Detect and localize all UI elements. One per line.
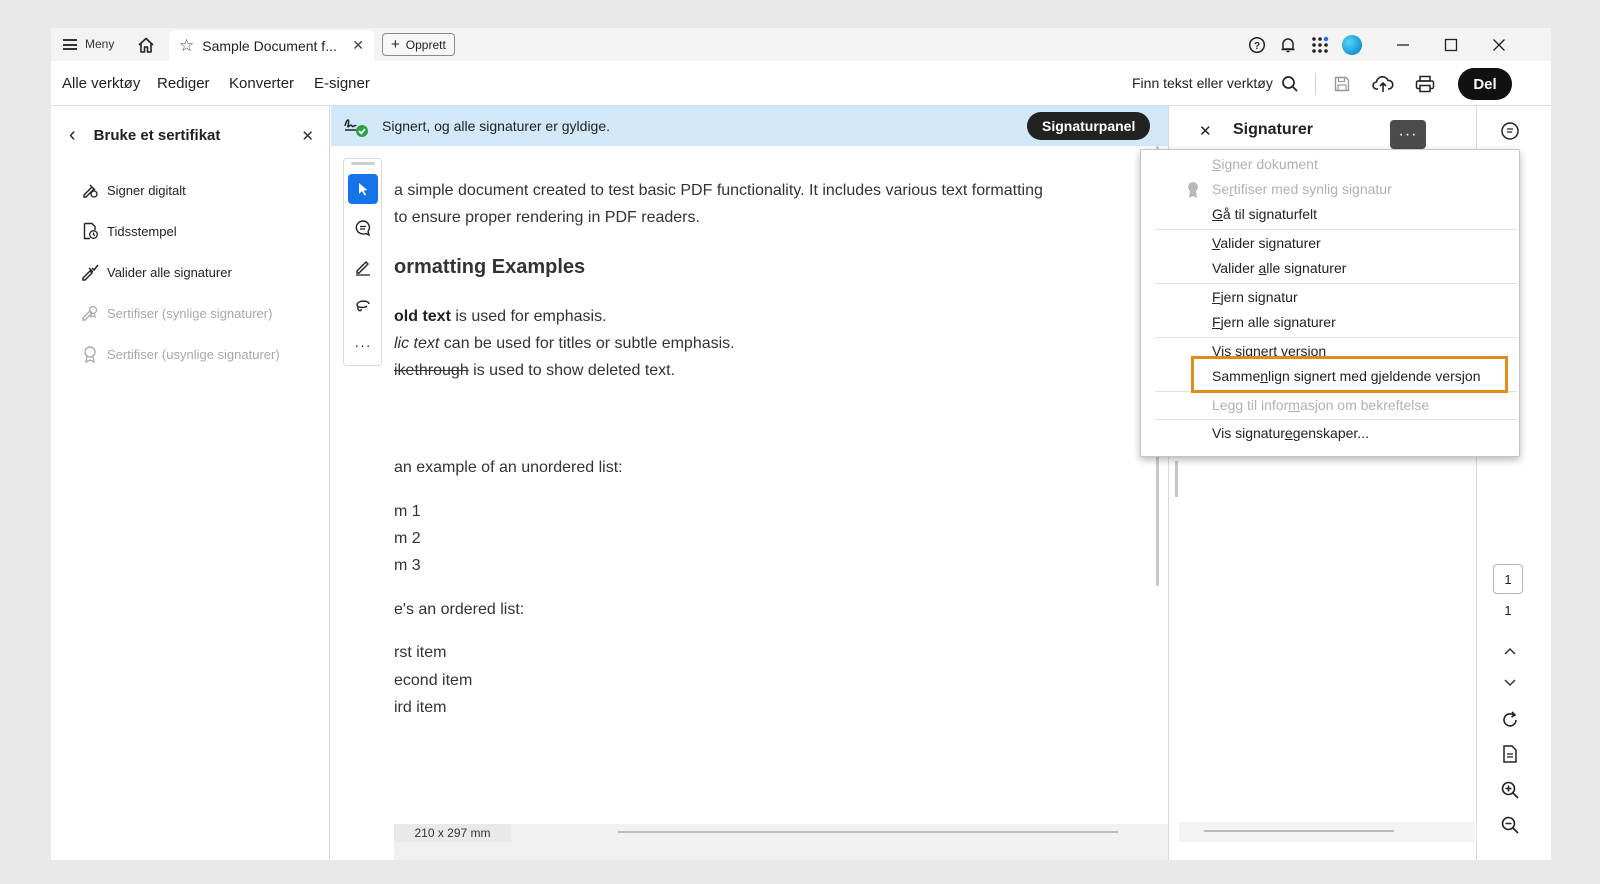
pdf-page xyxy=(394,146,1168,846)
fit-page-icon[interactable] xyxy=(1499,743,1521,765)
close-panel-icon[interactable]: ✕ xyxy=(301,127,314,145)
nav-edit[interactable]: Rediger xyxy=(157,75,210,92)
doc-line-strike xyxy=(394,362,675,380)
menu-item-go-to-signature-field[interactable]: Gå til signaturfelt xyxy=(1212,206,1318,222)
list-item: m 2 xyxy=(394,530,421,547)
ellipsis-icon: ··· xyxy=(354,337,372,353)
doc-line-bold xyxy=(394,308,607,326)
list-item: econd item xyxy=(394,672,473,689)
drag-handle[interactable] xyxy=(351,162,375,165)
list-item: rst item xyxy=(394,644,447,661)
find-label[interactable]: Finn tekst eller verktøy xyxy=(1132,75,1273,91)
search-icon[interactable] xyxy=(1278,72,1302,96)
menu-item-view-signed-version[interactable]: Vis signert versjon xyxy=(1212,343,1327,359)
doc-line: a simple document created to test basic PDF functionality. It includes various text formatting xyxy=(394,182,1043,199)
timestamp-label: Tidsstempel xyxy=(107,223,177,239)
page-size-label: 210 x 297 mm xyxy=(394,824,511,842)
plus-icon: + xyxy=(391,36,400,53)
signature-options-menu xyxy=(1140,149,1520,457)
doc-line: to ensure proper rendering in PDF readers. xyxy=(394,209,700,226)
sign-digitally-item[interactable] xyxy=(81,181,186,199)
doc-line: e's an ordered list: xyxy=(394,601,525,618)
nav-convert[interactable]: Konverter xyxy=(229,75,295,92)
bold-rest: is used for emphasis. xyxy=(450,308,607,325)
help-icon[interactable] xyxy=(1247,35,1267,55)
certify-invisible-label: Sertifiser (usynlige signaturer) xyxy=(107,346,280,362)
validate-icon xyxy=(81,263,99,281)
timestamp-icon xyxy=(81,222,99,240)
validate-all-item[interactable] xyxy=(81,263,232,281)
maximize-icon[interactable] xyxy=(1438,32,1464,58)
document-area xyxy=(331,106,1168,860)
save-icon[interactable] xyxy=(1330,72,1354,96)
minimize-icon[interactable] xyxy=(1390,32,1416,58)
toolbar-divider xyxy=(1315,73,1316,95)
close-signatures-icon[interactable]: ✕ xyxy=(1199,123,1212,140)
select-tool-button[interactable] xyxy=(348,174,378,204)
italic-rest: can be used for titles or subtle emphasis. xyxy=(439,335,735,352)
doc-heading: ormatting Examples xyxy=(394,256,586,278)
star-icon[interactable]: ☆ xyxy=(179,36,195,55)
menu-item-add-verification-info: Legg til informasjon om bekreftelse xyxy=(1212,397,1430,413)
pen-icon xyxy=(354,258,372,276)
signatures-title: Signaturer xyxy=(1233,121,1314,138)
nav-all-tools[interactable]: Alle verktøy xyxy=(62,75,141,92)
page-down-icon[interactable] xyxy=(1499,672,1521,694)
signatures-hscroll[interactable] xyxy=(1204,830,1394,832)
sign-digitally-label: Signer digitalt xyxy=(107,182,186,198)
draw-tool-button[interactable] xyxy=(348,252,378,282)
lasso-icon xyxy=(354,297,372,315)
sign-digital-icon xyxy=(81,181,99,199)
close-window-icon[interactable] xyxy=(1486,32,1512,58)
apps-grid-icon[interactable] xyxy=(1310,35,1330,55)
tab-label: Sample Document f... xyxy=(202,37,337,54)
menu-item-signature-properties[interactable]: Vis signaturegenskaper... xyxy=(1212,425,1369,441)
total-pages: 1 xyxy=(1504,603,1512,618)
signature-valid-icon xyxy=(343,114,369,138)
certify-visible-item xyxy=(81,304,272,322)
menu-item-sign-document: Signer dokument xyxy=(1212,156,1318,172)
signature-banner xyxy=(331,106,1168,146)
home-icon[interactable] xyxy=(137,36,155,54)
strike-rest: is used to show deleted text. xyxy=(468,362,676,379)
comment-icon xyxy=(354,219,372,237)
signatures-header xyxy=(1169,106,1479,150)
validate-all-label: Valider alle signaturer xyxy=(107,264,232,280)
banner-text: Signert, og alle signaturer er gyldige. xyxy=(382,118,611,134)
user-avatar[interactable] xyxy=(1342,35,1362,55)
strike-text: ikethrough xyxy=(394,362,469,379)
highlight-box xyxy=(1191,356,1508,393)
lasso-tool-button[interactable] xyxy=(348,291,378,321)
certify-visible-label: Sertifiser (synlige signaturer) xyxy=(107,305,273,321)
menu-divider xyxy=(1155,419,1517,420)
cloud-upload-icon[interactable] xyxy=(1371,72,1395,96)
create-button[interactable] xyxy=(382,33,455,56)
zoom-out-icon[interactable] xyxy=(1499,814,1521,836)
certify-visible-icon xyxy=(81,304,99,322)
ellipsis-icon: ··· xyxy=(1398,125,1418,143)
current-page-input[interactable]: 1 xyxy=(1493,564,1523,594)
menu-item-remove-signature[interactable]: Fjern signatur xyxy=(1212,289,1298,305)
title-bar xyxy=(51,28,1551,61)
signatures-scrollbar[interactable] xyxy=(1175,461,1178,497)
menu-item-certify-visible: Sertifiser med synlig signatur xyxy=(1212,181,1392,197)
document-tab[interactable] xyxy=(169,30,374,61)
menu-item-validate-all-signatures[interactable]: Valider alle signaturer xyxy=(1212,260,1347,276)
create-label: Opprett xyxy=(405,37,446,52)
list-item: m 3 xyxy=(394,557,421,574)
cursor-icon xyxy=(355,181,371,197)
doc-line-italic xyxy=(394,335,735,353)
rotate-icon[interactable] xyxy=(1499,709,1521,731)
nav-esign[interactable]: E-signer xyxy=(314,75,370,92)
signatures-bottom-strip xyxy=(1179,822,1475,842)
close-tab-icon[interactable]: ✕ xyxy=(352,37,364,53)
comment-tool-button[interactable] xyxy=(348,213,378,243)
list-item: ird item xyxy=(394,699,447,716)
certificate-panel xyxy=(51,106,330,860)
more-tools-button[interactable] xyxy=(348,330,378,360)
list-item: m 1 xyxy=(394,503,421,520)
menu-button[interactable] xyxy=(63,37,114,51)
zoom-in-icon[interactable] xyxy=(1499,779,1521,801)
certify-invisible-icon xyxy=(81,345,99,363)
menu-item-validate-signatures[interactable]: Valider signaturer xyxy=(1212,235,1321,251)
hamburger-icon xyxy=(63,39,77,50)
menu-label: Meny xyxy=(85,37,115,51)
signature-panel-button[interactable]: Signaturpanel xyxy=(1027,112,1150,140)
certify-invisible-item xyxy=(81,345,280,363)
print-icon[interactable] xyxy=(1413,72,1437,96)
doc-line: an example of an unordered list: xyxy=(394,459,623,476)
share-button[interactable]: Del xyxy=(1458,68,1512,100)
back-arrow-icon[interactable]: ‹ xyxy=(69,124,76,146)
timestamp-item[interactable] xyxy=(81,222,177,240)
menu-divider xyxy=(1155,229,1517,230)
horizontal-scrollbar[interactable] xyxy=(618,831,1118,833)
page-up-icon[interactable] xyxy=(1499,640,1521,662)
quick-tools-bar xyxy=(343,158,382,366)
menu-item-remove-all-signatures[interactable]: Fjern alle signaturer xyxy=(1212,314,1336,330)
certificate-badge-icon xyxy=(1185,180,1201,200)
svg-text:?: ? xyxy=(1253,41,1261,52)
italic-text: lic text xyxy=(394,335,440,352)
bold-text: old text xyxy=(394,308,451,325)
panel-title: Bruke et sertifikat xyxy=(93,127,221,144)
menu-divider xyxy=(1155,283,1517,284)
menu-item-compare-signed-version[interactable]: Sammenlign signert med gjeldende versjon xyxy=(1212,368,1481,384)
panel-header xyxy=(69,124,314,147)
more-options-button[interactable] xyxy=(1390,120,1426,149)
ai-assistant-icon[interactable] xyxy=(1499,120,1521,142)
menu-divider xyxy=(1155,337,1517,338)
main-toolbar xyxy=(51,61,1551,106)
bell-icon[interactable] xyxy=(1278,35,1298,55)
